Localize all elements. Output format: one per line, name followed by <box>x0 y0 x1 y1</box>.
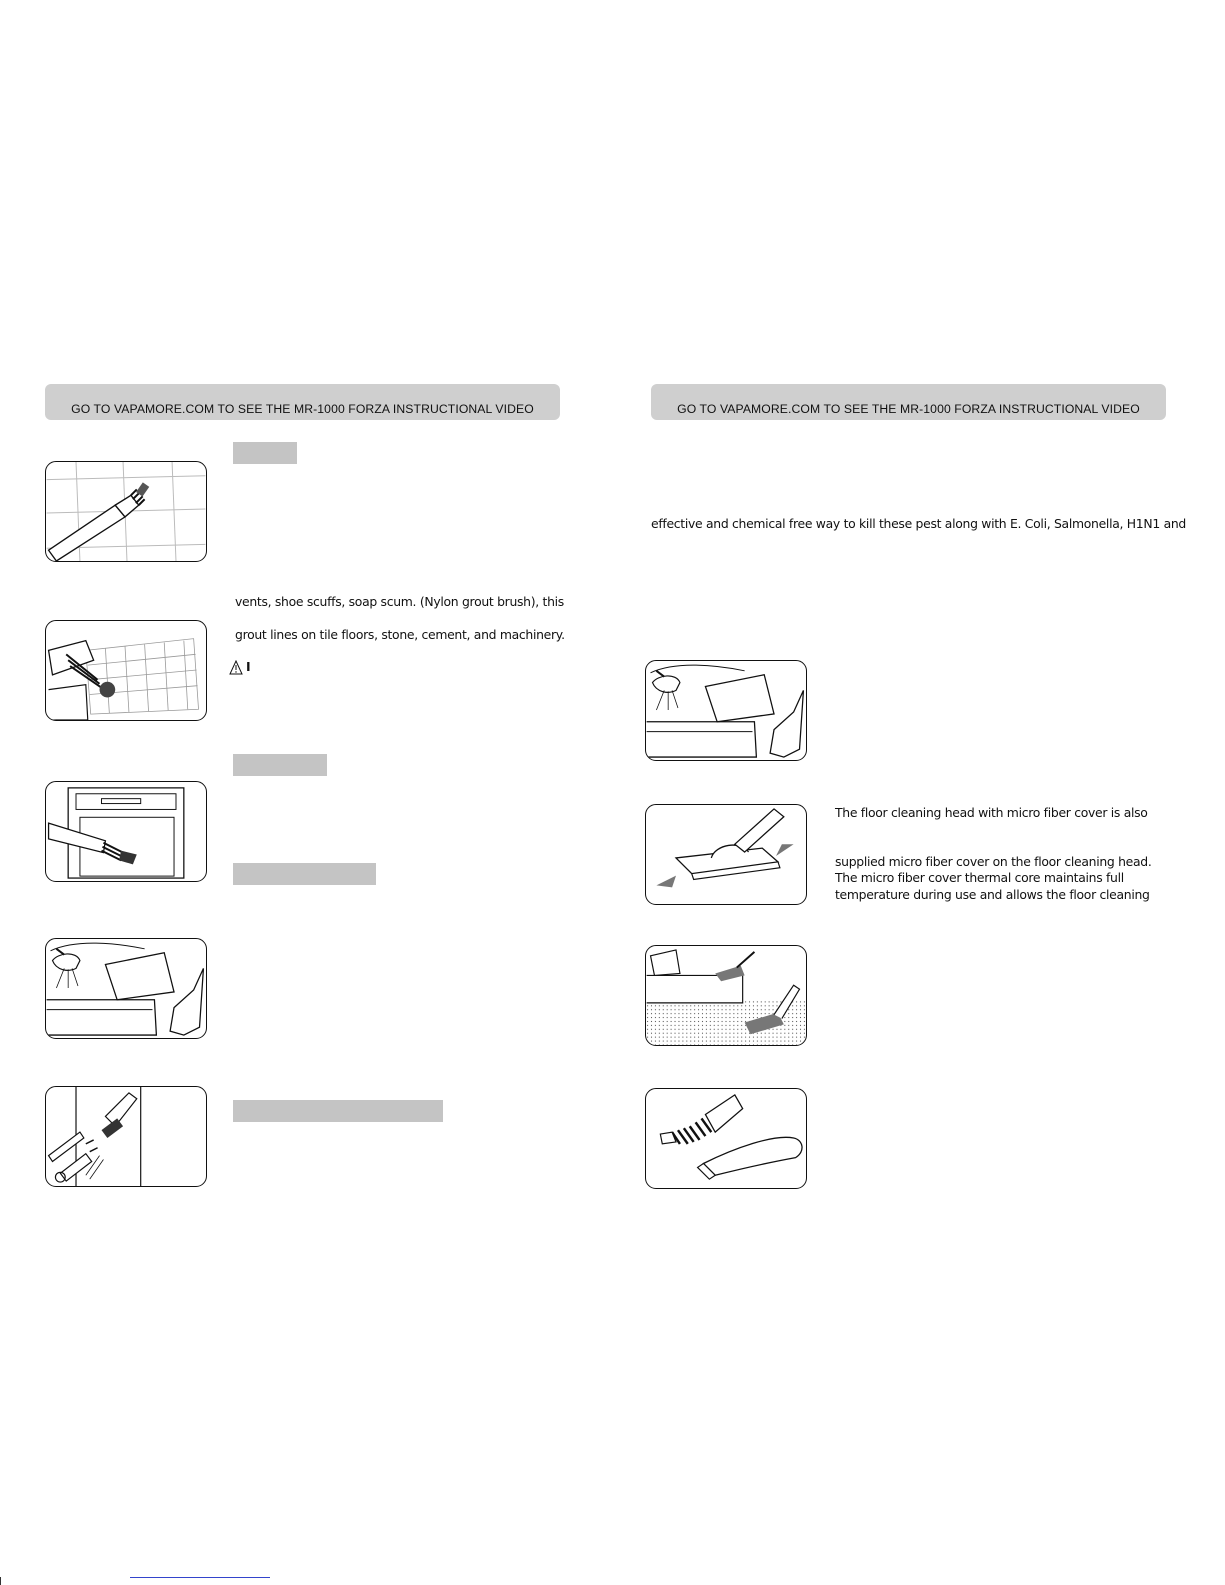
video-banner-left-text: GO TO VAPAMORE.COM TO SEE THE MR-1000 FORZA INSTRUCTIONAL VIDEO <box>71 402 534 416</box>
illustration-grout-brush <box>45 620 207 721</box>
tile-wall-brush-drawing <box>46 462 206 561</box>
grout-brush-text-line-1: vents, shoe scuffs, soap scum. (Nylon grout brush), this <box>235 594 564 609</box>
floor-head-text-line-1: The floor cleaning head with micro fiber cover is also <box>835 805 1148 820</box>
illustration-oven-cleaning <box>45 781 207 882</box>
grout-brush-text-line-2: grout lines on tile floors, stone, cement, and machinery. <box>235 627 565 642</box>
section-header-pill-4 <box>233 1100 443 1122</box>
floor-head-drawing <box>646 805 806 904</box>
floor-head-text-line-3: The micro fiber cover thermal core maintains full <box>835 870 1124 885</box>
intro-text-line: effective and chemical free way to kill these pest along with E. Coli, Salmonella, H1N1 and <box>651 516 1186 531</box>
video-banner-right <box>651 384 1166 420</box>
illustration-window-squeegee <box>45 1086 207 1187</box>
illustration-carpet-glider <box>645 945 807 1046</box>
footer-link-underline <box>130 1577 270 1578</box>
illustration-upholstery-right <box>645 660 807 761</box>
grout-brush-drawing <box>46 621 206 720</box>
floor-head-text-line-4: temperature during use and allows the floor cleaning <box>835 887 1150 902</box>
page-corner-mark <box>0 1577 7 1585</box>
video-banner-right-text: GO TO VAPAMORE.COM TO SEE THE MR-1000 FORZA INSTRUCTIONAL VIDEO <box>677 402 1140 416</box>
illustration-upholstery-left <box>45 938 207 1039</box>
oven-cleaning-drawing <box>46 782 206 881</box>
section-header-pill-3 <box>233 863 376 885</box>
upholstery-right-drawing <box>646 661 806 760</box>
window-squeegee-drawing <box>46 1087 206 1186</box>
section-header-pill-2 <box>233 754 327 776</box>
extension-nozzle-drawing <box>646 1089 806 1188</box>
warning-text: I <box>246 659 251 674</box>
warning-icon <box>229 660 259 676</box>
floor-head-text-line-2: supplied micro fiber cover on the floor cleaning head. <box>835 854 1152 869</box>
illustration-tile-wall-brush <box>45 461 207 562</box>
illustration-extension-nozzle <box>645 1088 807 1189</box>
section-header-pill-1 <box>233 442 297 464</box>
video-banner-left <box>45 384 560 420</box>
upholstery-left-drawing <box>46 939 206 1038</box>
carpet-glider-drawing <box>646 946 806 1045</box>
illustration-floor-head <box>645 804 807 905</box>
